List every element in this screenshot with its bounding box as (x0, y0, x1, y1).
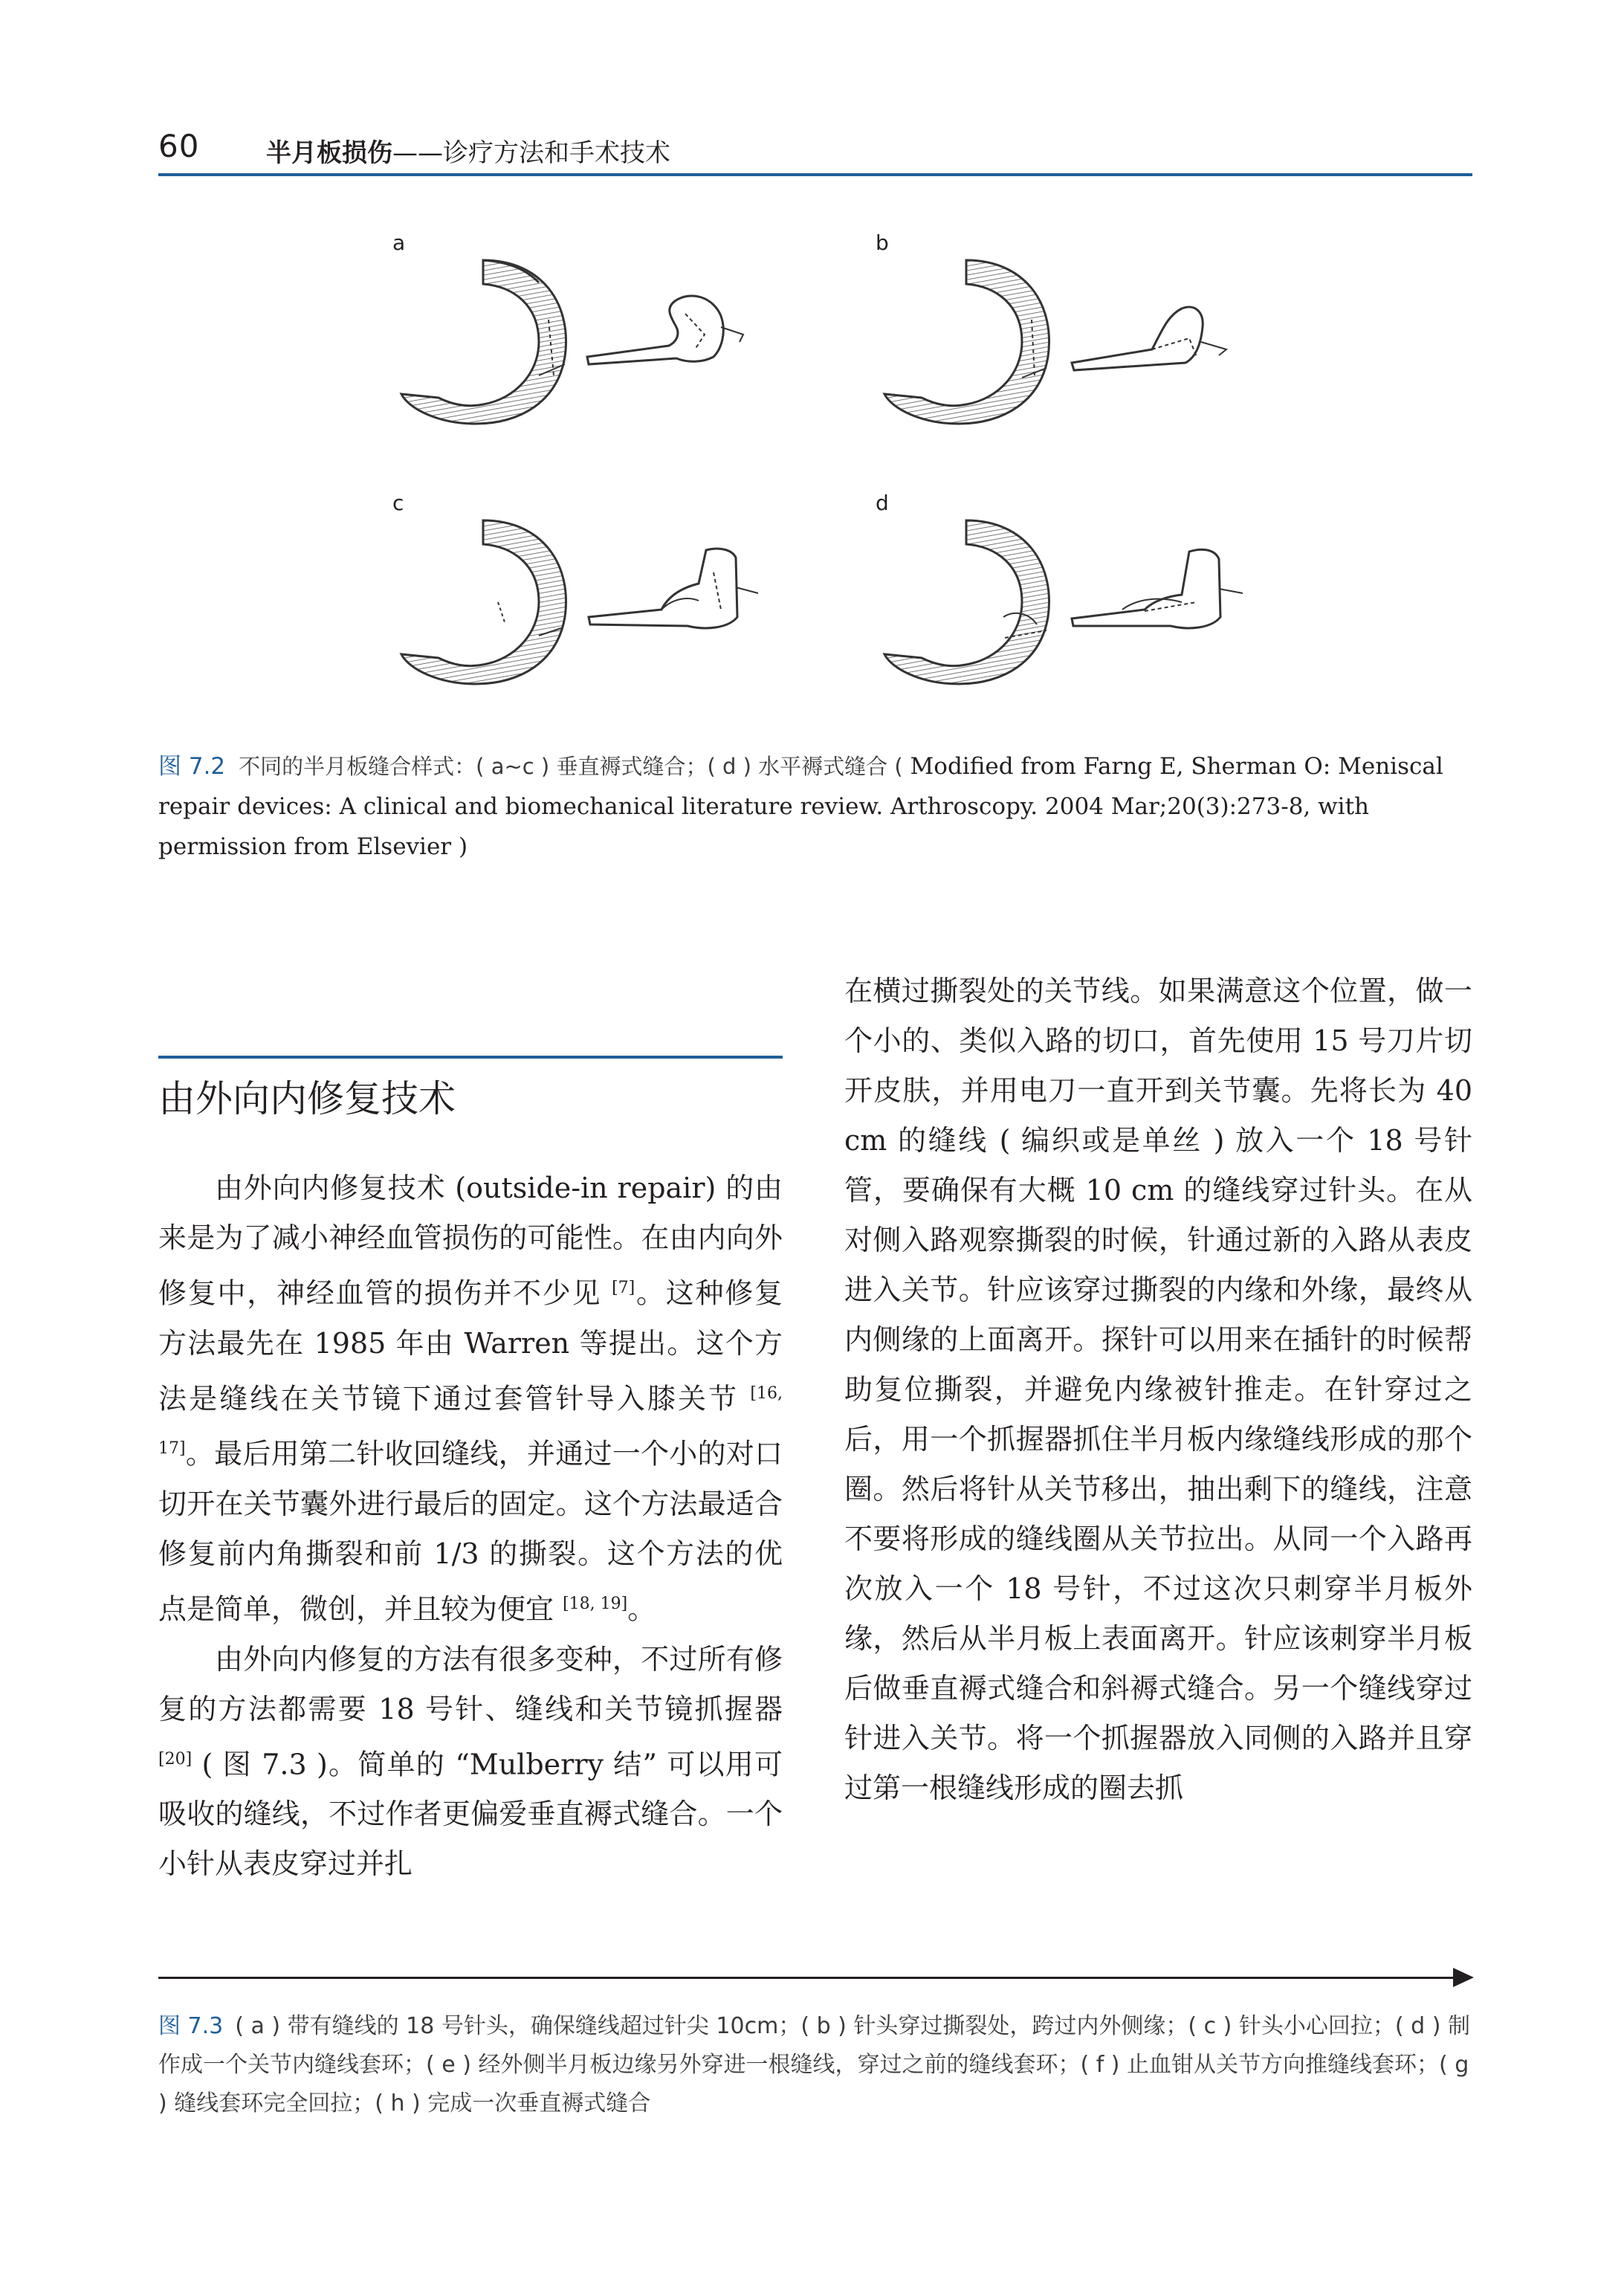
right-column-paragraph: 在横过撕裂处的关节线。如果满意这个位置，做一个小的、类似入路的切口，首先使用 15 号刀片切开皮肤，并用电刀一直开到关节囊。先将长为 40 cm 的缝线 ( 编织或是单丝 ) 放入一个 18 号针管，要确保有大概 10 cm 的缝线穿过针头。在从对侧入路观察撕裂的时候，针通过新的入路从表皮进入关节。针应该穿过撕裂的内缘和外缘，最终从内侧缘的上面离开。探针可以用来在插针的时候帮助复位撕裂，并避免内缘被针推走。在针穿过之后，用一个抓握器抓住半月板内缘缝线形成的那个圈。然后将针从关节移出，抽出剩下的缝线，注意不要将形成的缝线圈从关节拉出。从同一个入路再次放入一个 18 号针，不过这次只刺穿半月板外缘，然后从半月板上表面离开。针应该刺穿半月板后做垂直褥式缝合和斜褥式缝合。另一个缝线穿过针进入关节。将一个抓握器放入同侧的入路并且穿过第一根缝线形成的圈去抓 (844, 975, 1472, 1804)
panel-label-d: d (876, 491, 889, 515)
paragraph-2 (158, 1635, 783, 1890)
figure-7-2-caption-cn: 不同的半月板缝合样式：( a~c ) 垂直褥式缝合；( d ) 水平褥式缝合 ( (239, 754, 903, 779)
figure-7-2-caption-end: ) (451, 833, 468, 860)
citation-ref: [7] (612, 1279, 635, 1297)
running-title-rest: ——诊疗方法和手术技术 (392, 138, 670, 168)
arrow-head-icon (1453, 1968, 1474, 1987)
paragraph-1 (158, 1163, 783, 1635)
left-column (158, 1163, 783, 1889)
paragraph-2-text-b: ( 图 7.3 )。简单的 “Mulberry 结” 可以用可吸收的缝线，不过作者更偏爱垂直褥式缝合。一个小针从表皮穿过并扎 (158, 1748, 783, 1881)
section-title: 由外向内修复技术 (158, 1077, 456, 1120)
paragraph-1-text-c: 。最后用第二针收回缝线，并通过一个小的对口切开在关节囊外进行最后的固定。这个方法最适合修复前内角撕裂和前 1/3 的撕裂。这个方法的优点是简单，微创，并且较为便宜 (158, 1437, 783, 1626)
panel-label-c: c (392, 491, 404, 515)
figure-7-2-caption-reference: Modified from Farng E, Sherman O: Meniscal repair devices: A clinical and biomechanical literature review. Arthroscopy. 2004 Mar;20(3):273-8, with permission from Elsevier (158, 753, 1443, 860)
page-number: 60 (158, 128, 200, 164)
right-column (844, 966, 1472, 1813)
figure-panel-c (394, 506, 795, 699)
header-rule (158, 173, 1472, 176)
paragraph-1-text-a: 由外向内修复技术 (outside-in repair) 的由来是为了减小神经血管损伤的可能性。在由内向外修复中，神经血管的损伤并不少见 (158, 1172, 783, 1310)
figure-7-2-caption (158, 746, 1474, 867)
section-rule (158, 1056, 783, 1059)
figure-7-2-label: 图 7.2 (158, 753, 226, 780)
running-title (266, 132, 670, 169)
figure-panel-d (877, 506, 1278, 699)
figure-7-3-caption (158, 2007, 1474, 2123)
paragraph-1-text-b: 。这种修复方法最先在 1985 年由 Warren 等提出。这个方法是缝线在关节镜下通过套管针导入膝关节 (158, 1276, 783, 1415)
panel-label-a: a (392, 230, 406, 255)
paragraph-2-text-a: 由外向内修复的方法有很多变种，不过所有修复的方法都需要 18 号针、缝线和关节镜抓握器 (158, 1642, 783, 1725)
figure-panel-a (394, 245, 795, 439)
figure-7-3-label: 图 7.3 (158, 2013, 224, 2039)
running-title-bold: 半月板损伤 (266, 138, 392, 168)
citation-ref: [20] (158, 1749, 193, 1769)
citation-ref: [18, 19] (563, 1594, 628, 1613)
panel-label-b: b (876, 230, 889, 255)
figure-7-3-caption-text: ( a ) 带有缝线的 18 号针头，确保缝线超过针尖 10cm；( b ) 针头穿过撕裂处，跨过内外侧缘；( c ) 针头小心回拉；( d ) 制作成一个关节内缝线套环；( e ) 经外侧半月板边缘另外穿进一根缝线，穿过之前的缝线套环；( f ) 止血钳从关节方向推缝线套环；( g ) 缝线套环完全回拉；( h ) 完成一次垂直褥式缝合 (158, 2013, 1470, 2116)
paragraph-1-text-d: 。 (627, 1592, 656, 1626)
figure-7-3-arrow-rule (158, 1977, 1468, 1979)
citation-ref: [16, 17] (158, 1383, 783, 1459)
figure-panel-b (877, 245, 1278, 439)
